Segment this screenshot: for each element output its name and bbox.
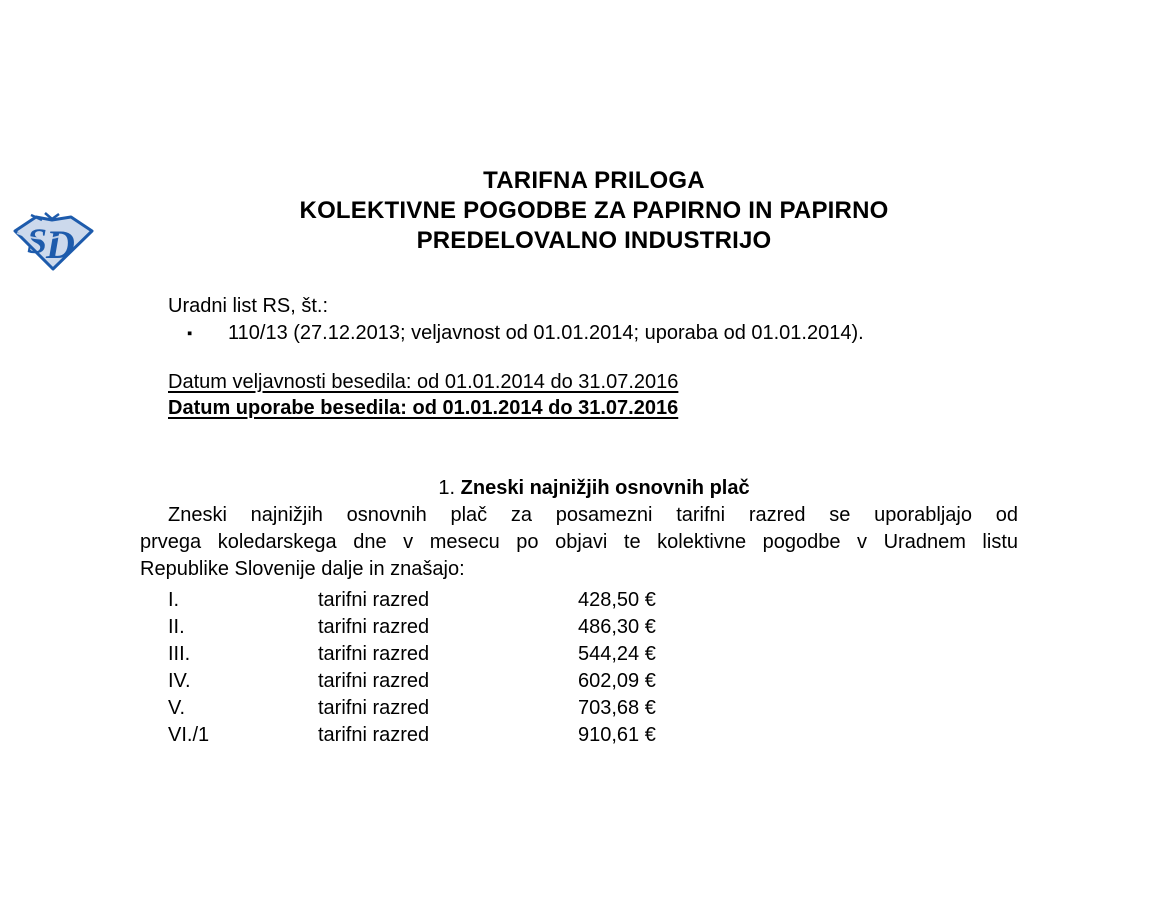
tariff-label: tarifni razred (318, 724, 430, 746)
section-title: Zneski najnižjih osnovnih plač (460, 477, 750, 499)
gazette-label: Uradni list RS, št.: (168, 295, 329, 317)
table-row (140, 722, 1018, 749)
section-paragraph (140, 502, 1018, 583)
gazette-item (140, 320, 1018, 347)
sd-logo-icon (11, 211, 97, 273)
title-line-2: KOLEKTIVNE POGODBE ZA PAPIRNO IN PAPIRNO (299, 197, 889, 224)
document-title (170, 166, 1018, 256)
tariff-amount: 602,09 € (578, 670, 656, 692)
tariff-label: tarifni razred (318, 589, 430, 611)
usage-period-line: Datum uporabe besedila: od 01.01.2014 do 31.07.2016 (168, 397, 679, 419)
salary-table (140, 587, 1018, 749)
tariff-grade: II. (168, 616, 185, 638)
validity-section (140, 369, 1018, 421)
gazette-item-text: 110/13 (27.12.2013; veljavnost od 01.01.2014; uporaba od 01.01.2014). (228, 322, 864, 344)
tariff-amount: 703,68 € (578, 697, 656, 719)
tariff-label: tarifni razred (318, 643, 430, 665)
table-row (140, 668, 1018, 695)
section-heading (170, 474, 1018, 502)
document-page (0, 166, 1157, 909)
tariff-grade: VI./1 (168, 724, 210, 746)
gazette-section (140, 293, 1018, 347)
tariff-amount: 544,24 € (578, 643, 656, 665)
table-row (140, 587, 1018, 614)
tariff-amount: 486,30 € (578, 616, 656, 638)
table-row (140, 695, 1018, 722)
tariff-amount: 428,50 € (578, 589, 656, 611)
tariff-grade: IV. (168, 670, 191, 692)
paragraph-line-3: Republike Slovenije dalje in znašajo: (140, 558, 465, 580)
tariff-label: tarifni razred (318, 670, 430, 692)
tariff-grade: III. (168, 643, 191, 665)
bullet-icon: ▪ (187, 325, 193, 342)
tariff-amount: 910,61 € (578, 724, 656, 746)
paragraph-line-1: Zneski najnižjih osnovnih plač za posamezni tarifni razred se uporabljajo od (168, 504, 1018, 526)
title-line-3: PREDELOVALNO INDUSTRIJO (416, 227, 772, 254)
logo-letter-d: D (46, 222, 75, 267)
tariff-label: tarifni razred (318, 697, 430, 719)
section-number: 1. (438, 477, 461, 499)
tariff-grade: V. (168, 697, 186, 719)
validity-period-line: Datum veljavnosti besedila: od 01.01.2014 do 31.07.2016 (168, 371, 679, 393)
tariff-grade: I. (168, 589, 180, 611)
tariff-label: tarifni razred (318, 616, 430, 638)
title-line-1: TARIFNA PRILOGA (483, 167, 705, 194)
table-row (140, 641, 1018, 668)
document-content (0, 166, 1157, 749)
logo-letter-s: S (27, 221, 48, 261)
table-row (140, 614, 1018, 641)
sd-logo (11, 211, 97, 273)
paragraph-line-2: prvega koledarskega dne v mesecu po objavi te kolektivne pogodbe v Uradnem listu (140, 531, 1018, 553)
